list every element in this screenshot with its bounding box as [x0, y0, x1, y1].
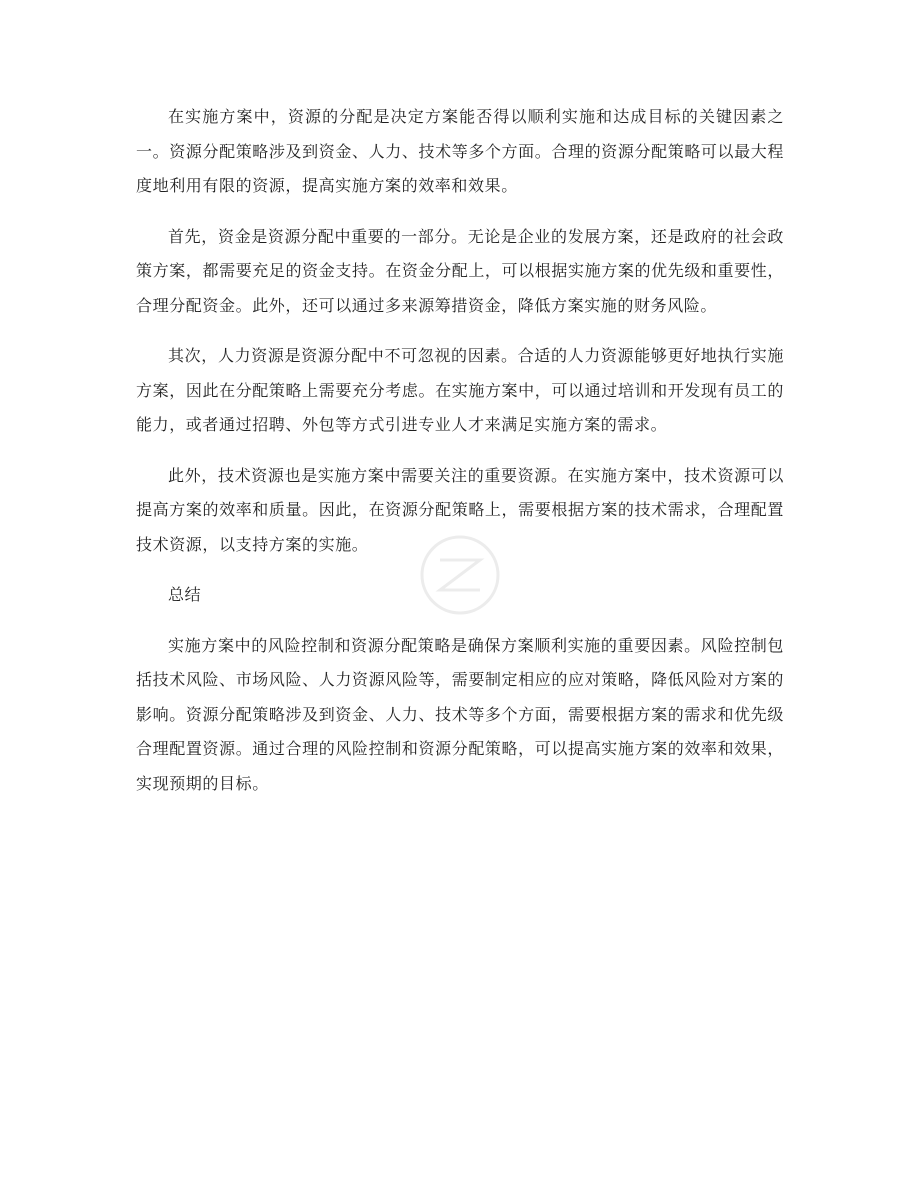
paragraph-funding: 首先，资金是资源分配中重要的一部分。无论是企业的发展方案，还是政府的社会政策方案，都需要充足的资金支持。在资金分配上，可以根据实施方案的优先级和重要性，合理分配资金。此外，还可以通过多来源筹措资金，降低方案实施的财务风险。	[136, 226, 784, 315]
paragraph-technical-resources: 此外，技术资源也是实施方案中需要关注的重要资源。在实施方案中，技术资源可以提高方案的效率和质量。因此，在资源分配策略上，需要根据方案的技术需求，合理配置技术资源，以支持方案的实施。	[136, 465, 784, 554]
summary-heading: 总结	[168, 585, 202, 604]
paragraph-resource-allocation-intro: 在实施方案中，资源的分配是决定方案能否得以顺利实施和达成目标的关键因素之一。资源分配策略涉及到资金、人力、技术等多个方面。合理的资源分配策略可以最大程度地利用有限的资源，提高实施方案的效率和效果。	[136, 107, 784, 195]
summary-paragraph: 实施方案中的风险控制和资源分配策略是确保方案顺利实施的重要因素。风险控制包括技术风险、市场风险、人力资源风险等，需要制定相应的应对策略，降低风险对方案的影响。资源分配策略涉及到资金、人力、技术等多个方面，需要根据方案的需求和优先级合理配置资源。通过合理的风险控制和资源分配策略，可以提高实施方案的效率和效果，实现预期的目标。	[136, 635, 784, 793]
paragraph-human-resources: 其次，人力资源是资源分配中不可忽视的因素。合适的人力资源能够更好地执行实施方案，因此在分配策略上需要充分考虑。在实施方案中，可以通过培训和开发现有员工的能力，或者通过招聘、外包等方式引进专业人才来满足实施方案的需求。	[136, 346, 784, 434]
document-body	[136, 100, 784, 817]
